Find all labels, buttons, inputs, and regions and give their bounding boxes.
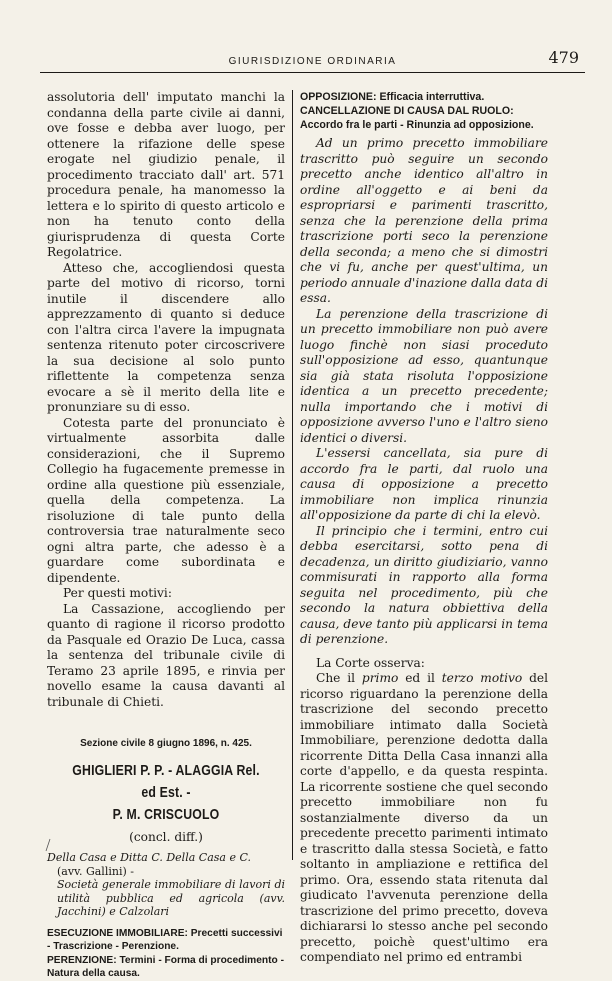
massima-heading-1: ESECUZIONE IMMOBILIARE: Precetti successivi - Trascrizione - Perenzione. <box>47 927 283 952</box>
massime-block <box>300 136 548 648</box>
body-text-b: ed il <box>398 671 442 685</box>
right-heading-2: CANCELLAZIONE DI CAUSA DAL RUOLO: Accordo fra le parti - Rinunzia ad opposizione. <box>300 105 534 131</box>
body-text-primo: primo <box>361 671 399 685</box>
parties-block <box>47 851 285 919</box>
massima-heading-2: PERENZIONE: Termini - Forma di procedimento - Natura della causa. <box>47 954 284 979</box>
right-body-paragraph <box>300 671 548 966</box>
judges-block <box>47 760 285 826</box>
corte-osserva: La Corte osserva: <box>316 655 425 670</box>
body-text-terzo: terzo motivo <box>441 671 523 685</box>
body-text-c: del ricorso riguardano la perenzione della trascrizione del secondo precetto immobiliare intimato dalla Società Immobiliare, perenzione dedotta dalla ricorrente Ditta Della Casa innanzi alla corte d'appello, e da questa respinta. La ricorrente sostiene che quel secondo precetto immobiliare non fu sostanzialmente diverso da un precedente precetto parimenti intimato e trascritto dalla stessa Società, e fatto soltanto in ampliazione e rettifica del primo. Ora, essendo stata ritenuta dal giudicato l'avvenuta perenzione della trascrizione del primo precetto, doveva dichiararsi lo stesso anche pel secondo precetto, poichè quest'ultimo era compendiato nel primo ed entrambi <box>300 671 549 964</box>
massima-4: Il principio che i termini, entro cui debba esercitarsi, sotto pena di decadenza, un diritto giudiziario, vanno commisurati in rapporto alla forma seguita nel procedimento, più che secondo la natura obbiettiva della causa, deve tanto più applicarsi in tema di perenzione. <box>300 523 548 646</box>
left-paragraph-4: Per questi motivi: <box>63 586 172 600</box>
section-heading: Sezione civile 8 giugno 1896, n. 425. <box>80 738 252 749</box>
left-column <box>47 90 285 981</box>
right-column <box>300 90 548 966</box>
conclusion-note: (concl. diff.) <box>129 829 203 844</box>
parties-line-2: (avv. Gallini) - <box>57 864 134 878</box>
parties-line-3: Società generale immobiliare di lavori di utilità pubblica ed agricola (avv. Jacchini) e Calzolari <box>57 878 285 918</box>
running-title: GIURISDIZIONE ORDINARIA <box>228 56 397 67</box>
left-paragraph-2: Atteso che, accogliendosi questa parte del motivo di ricorso, torni inutile il discendere allo apprezzamento di quanto si deduce con l'altra circa l'avere la impugnata sentenza ritenuto poter circoscrivere la sua decisione al solo punto riflettente la competenza senza evocare a sè il merito della lite e pronunziare su di esso. <box>47 260 285 414</box>
parties-line-1: Della Casa e Ditta C. Della Casa e C. <box>47 851 251 864</box>
running-header <box>40 50 585 73</box>
left-paragraph-5: La Cassazione, accogliendo per quanto di ragione il ricorso prodotto da Pasquale ed Orazio De Luca, cassa la sentenza del tribunale civile di Teramo 23 aprile 1895, e rinvia per novello esame la causa davanti al tribunale di Chieti. <box>47 601 285 709</box>
judges-line-1: GHIGLIERI P. P. - ALAGGIA Rel. ed Est. - <box>72 761 260 801</box>
left-paragraph-3: Cotesta parte del pronunciato è virtualmente assorbita dalle considerazioni, che il Supremo Collegio ha fugacemente premesse in ordine alla questione più essenziale, quella della competenza. La risoluzione di tale punto della controversia trae naturalmente seco ogni altra parte, che adesso è a guardare come subordinata e dipendente. <box>47 415 285 585</box>
page-number: 479 <box>548 48 579 67</box>
pencil-mark <box>44 838 52 852</box>
right-heading-1: OPPOSIZIONE: Efficacia interruttiva. <box>300 91 485 103</box>
massima-3: L'essersi cancellata, sia pure di accordo fra le parti, dal ruolo una causa di opposizione a precetto immobiliare non implica rinunzia all'opposizione da parte di chi la elevò. <box>300 446 548 522</box>
massima-2: La perenzione della trascrizione di un precetto immobiliare non può avere luogo finchè non siasi proceduto sull'opposizione ad esso, quantunque sia già stata risoluta l'opposizione identica a un precetto precedente; nulla importando che i motivi di opposizione avverso l'uno e l'altro sieno identici o diversi. <box>300 306 548 445</box>
left-paragraph-1: assolutoria dell' imputato manchi la condanna della parte civile ai danni, ove fosse e debba aver luogo, per ottenere la rifazione delle spese erogate nel giudizio penale, il procedimento tracciato dall' art. 571 procedura penale, ha manomesso la lettera e lo spirito di questo articolo e non ha tenuto conto della giurisprudenza di questa Corte Regolatrice. <box>47 90 285 259</box>
column-divider <box>292 90 293 860</box>
judges-line-2: P. M. CRISCUOLO <box>112 805 220 823</box>
massima-1: Ad un primo precetto immobiliare trascritto può seguire un secondo precetto anche identico all'altro in ordine all'oggetto e ai beni da espropriarsi e parimenti trascritto, senza che la perenzione della prima trascrizione porti seco la perenzione della seconda; a meno che si dimostri che vi fu, anche per quest'ultima, un periodo annuale d'inazione dalla data di essa. <box>300 136 548 305</box>
body-text-a: Che il <box>316 671 362 685</box>
